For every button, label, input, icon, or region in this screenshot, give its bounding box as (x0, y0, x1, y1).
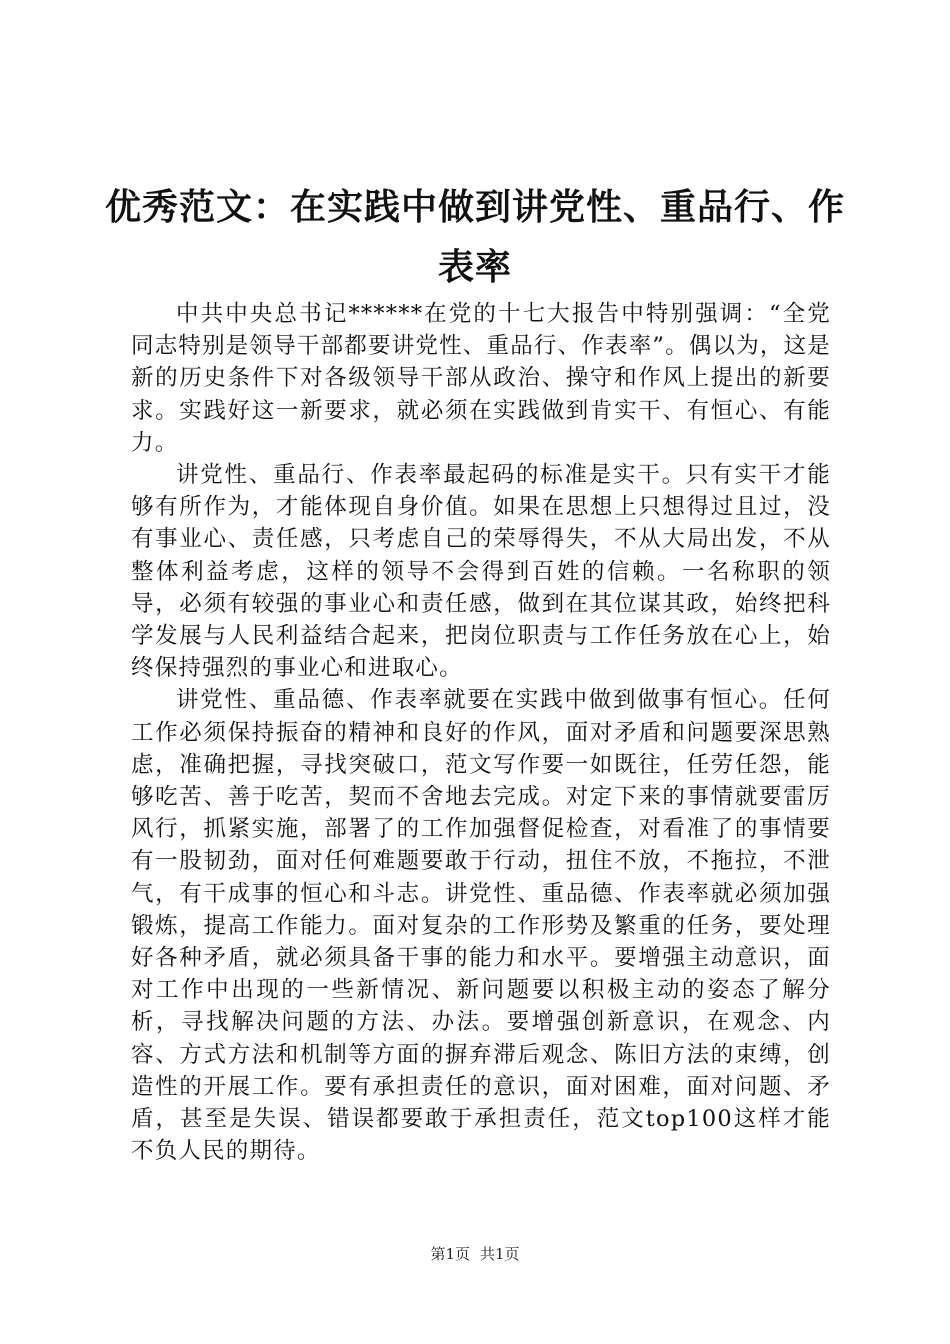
document-title-line-2: 表率 (437, 247, 512, 288)
paragraph-1: 中共中央总书记******在党的十七大报告中特别强调：“全党同志特别是领导干部都要讲党性、重品行、作表率”。偶以为，这是新的历史条件下对各级领导干部从政治、操守和作风上提出的新要求。实践好这一新要求，就必须在实践做到肯实干、有恒心、有能力。 (131, 301, 832, 456)
paragraph-2: 讲党性、重品行、作表率最起码的标准是实干。只有实干才能够有所作为，才能体现自身价值。如果在思想上只想得过且过，没有事业心、责任感，只考虑自己的荣辱得失，不从大局出发，不从整体利益考虑，这样的领导不会得到百姓的信赖。一名称职的领导，必须有较强的事业心和责任感，做到在其位谋其政，始终把科学发展与人民利益结合起来，把岗位职责与工作任务放在心上，始终保持强烈的事业心和进取心。 (131, 462, 831, 682)
paragraph-3: 讲党性、重品德、作表率就要在实践中做到做事有恒心。任何工作必须保持振奋的精神和良好的作风，面对矛盾和问题要深思熟虑，准确把握，寻找突破口，范文写作要一如既往，任劳任怨，能够吃苦、善于吃苦，契而不舍地去完成。对定下来的事情就要雷厉风行，抓紧实施，部署了的工作加强督促检查，对看准了的事情要有一股韧劲，面对任何难题要敢于行动，扭住不放，不拖拉，不泄气，有干成事的恒心和斗志。讲党性、重品德、作表率就必须加强锻炼，提高工作能力。面对复杂的工作形势及繁重的任务，要处理好各种矛盾，就必须具备干事的能力和水平。要增强主动意识，面对工作中出现的一些新情况、新问题要以积极主动的姿态了解分析，寻找解决问题的方法、办法。要增强创新意识，在观念、内容、方式方法和机制等方面的摒弃滞后观念、陈旧方法的束缚，创造性的开展工作。要有承担责任的意识，面对困难，面对问题、矛盾，甚至是失误、错误都要敢于承担责任，范文top100这样才能不负人民的期待。 (131, 687, 831, 1165)
document-body (131, 298, 831, 1167)
document-title (100, 178, 850, 298)
document-title-line-1: 优秀范文：在实践中做到讲党性、重品行、作 (104, 187, 845, 228)
page-number-current: 第1页 (430, 1245, 470, 1263)
page-footer (0, 1243, 950, 1264)
page-number-total: 共1页 (480, 1245, 520, 1263)
